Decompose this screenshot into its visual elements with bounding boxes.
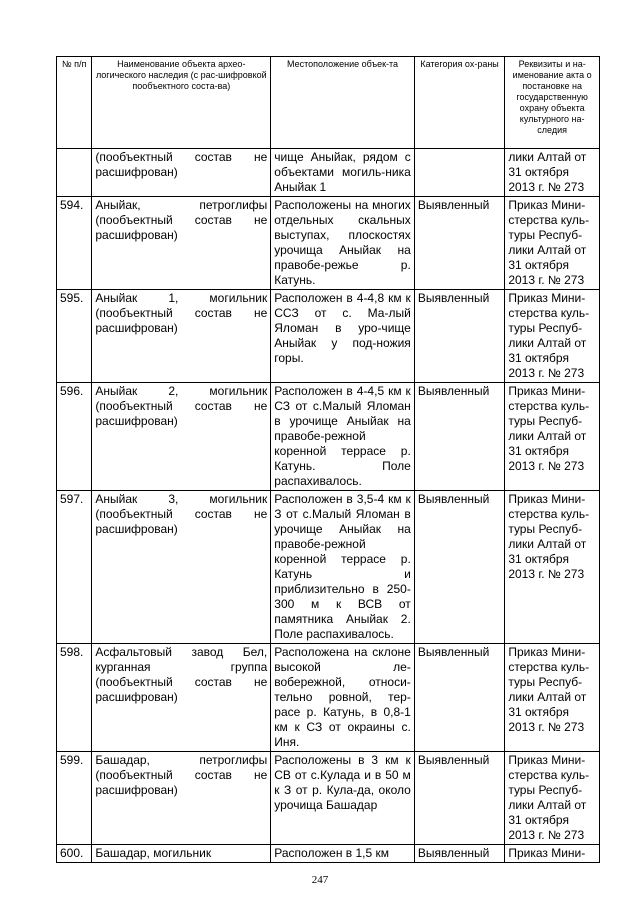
object-name: Башадар, петроглифы (пообъектный состав не расшифрован) [92, 752, 271, 845]
header-category: Категория ох-раны [414, 57, 505, 149]
row-number: 599. [57, 752, 92, 845]
table-row [57, 752, 600, 845]
object-name: Башадар, могильник [92, 845, 271, 863]
object-name: (пообъектный состав не расшифрован) [92, 149, 271, 197]
header-act-details: Реквизиты и на-именование акта о постановке на государственную охрану объекта культурного на-следия [505, 57, 600, 149]
heritage-table [56, 56, 600, 863]
object-name: Асфальтовый завод Бел, курганная группа (пообъектный состав не расшифрован) [92, 644, 271, 752]
act-details: Приказ Мини-стерства куль-туры Респуб-лики Алтай от 31 октября 2013 г. № 273 [505, 491, 600, 644]
object-location: чище Аныйак, рядом с объектами могиль-ника Аныйак 1 [271, 149, 415, 197]
object-location: Расположены на многих отдельных скальных выступах, плоскостях урочища Аныйак на правобе-режье р. Катунь. [271, 197, 415, 290]
protection-category: Выявленный [414, 197, 505, 290]
act-details: Приказ Мини-стерства куль-туры Респуб-лики Алтай от 31 октября 2013 г. № 273 [505, 644, 600, 752]
header-number: № п/п [57, 57, 92, 149]
row-number: 597. [57, 491, 92, 644]
table-row [57, 383, 600, 491]
object-name: Аныйак 3, могильник (пообъектный состав не расшифрован) [92, 491, 271, 644]
row-number: 598. [57, 644, 92, 752]
table-row [57, 491, 600, 644]
protection-category: Выявленный [414, 383, 505, 491]
protection-category: Выявленный [414, 290, 505, 383]
row-number: 595. [57, 290, 92, 383]
table-row [57, 290, 600, 383]
act-details: Приказ Мини-стерства куль-туры Респуб-лики Алтай от 31 октября 2013 г. № 273 [505, 197, 600, 290]
object-location: Расположен в 3,5-4 км к З от с.Малый Яломан в урочище Аныйак на правобе-режной коренной террасе р. Катунь и приблизительно в 250-300 м к ВСВ от памятника Аныйак 2. Поле распахивалось. [271, 491, 415, 644]
act-details: Приказ Мини- [505, 845, 600, 863]
protection-category [414, 149, 505, 197]
object-location: Расположен в 1,5 км [271, 845, 415, 863]
row-number: 594. [57, 197, 92, 290]
header-object-name: Наименование объекта архео-логического наследия (с рас-шифровкой пообъектного соста-ва) [92, 57, 271, 149]
object-location: Расположен в 4-4,5 км к СЗ от с.Малый Яломан в урочище Аныйак на правобе-режной коренной террасе р. Катунь. Поле распахивалось. [271, 383, 415, 491]
table-row [57, 149, 600, 197]
act-details: Приказ Мини-стерства куль-туры Респуб-лики Алтай от 31 октября 2013 г. № 273 [505, 752, 600, 845]
page-number: 247 [311, 874, 329, 886]
object-location: Расположены в 3 км к СВ от с.Кулада и в 50 м к З от р. Кула-да, около урочища Башадар [271, 752, 415, 845]
object-name: Аныйак 2, могильник (пообъектный состав не расшифрован) [92, 383, 271, 491]
table-header-row [57, 57, 600, 149]
act-details: лики Алтай от 31 октября 2013 г. № 273 [505, 149, 600, 197]
protection-category: Выявленный [414, 644, 505, 752]
protection-category: Выявленный [414, 845, 505, 863]
act-details: Приказ Мини-стерства куль-туры Респуб-лики Алтай от 31 октября 2013 г. № 273 [505, 290, 600, 383]
header-location: Местоположение объек-та [271, 57, 415, 149]
table-row [57, 845, 600, 863]
object-name: Аныйак, петроглифы (пообъектный состав не расшифрован) [92, 197, 271, 290]
row-number: 596. [57, 383, 92, 491]
row-number [57, 149, 92, 197]
object-location: Расположен в 4-4,8 км к ССЗ от с. Ма-лый Яломан в уро-чище Аныйак у под-ножия горы. [271, 290, 415, 383]
object-location: Расположена на склоне высокой ле-вобережной, относи-тельно ровной, тер-расе р. Катунь, в 0,8-1 км к СЗ от окраины с. Иня. [271, 644, 415, 752]
table-row [57, 197, 600, 290]
act-details: Приказ Мини-стерства куль-туры Респуб-лики Алтай от 31 октября 2013 г. № 273 [505, 383, 600, 491]
table-row [57, 644, 600, 752]
protection-category: Выявленный [414, 491, 505, 644]
object-name: Аныйак 1, могильник (пообъектный состав не расшифрован) [92, 290, 271, 383]
row-number: 600. [57, 845, 92, 863]
protection-category: Выявленный [414, 752, 505, 845]
